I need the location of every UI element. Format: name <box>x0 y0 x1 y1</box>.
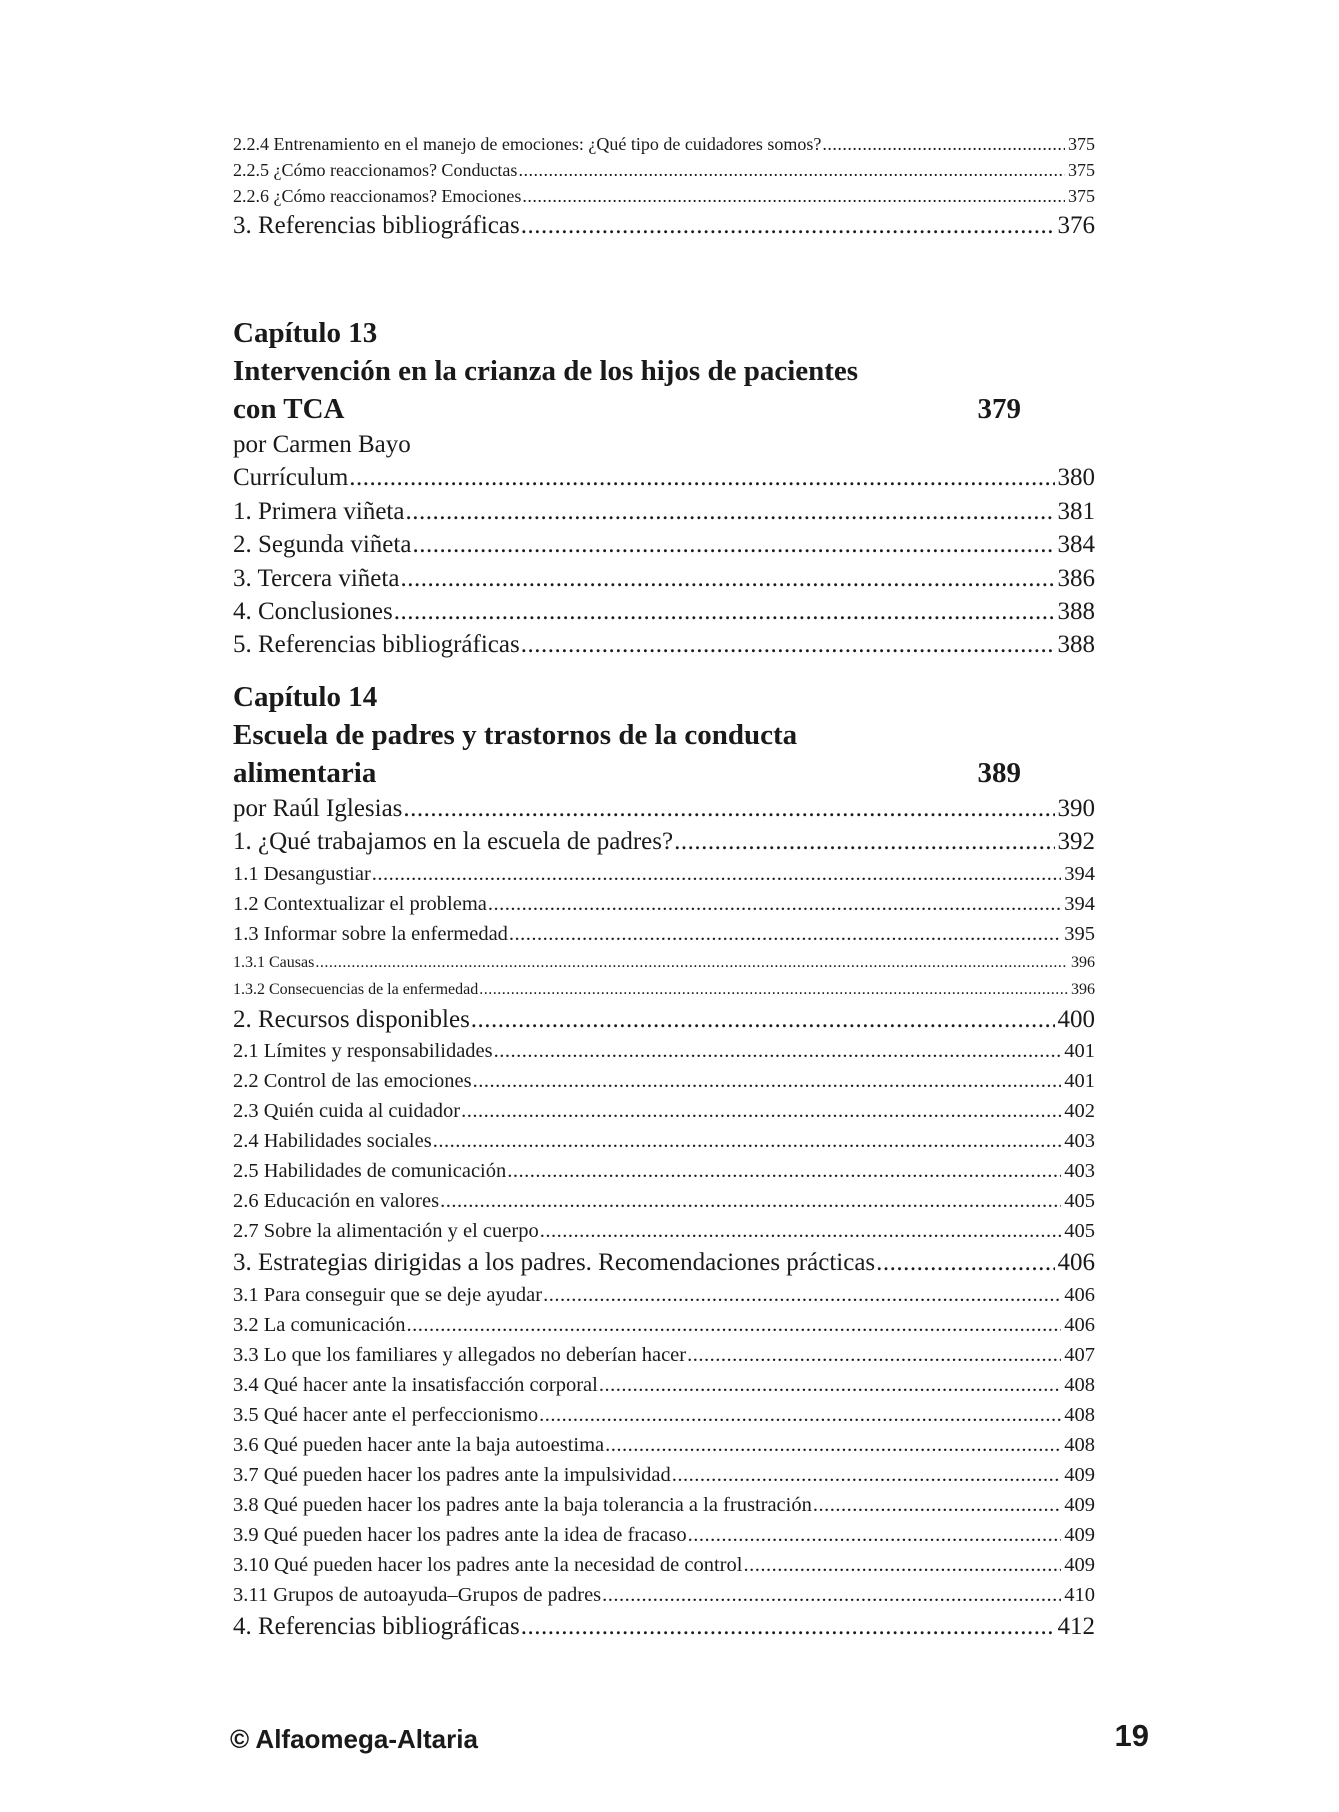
leader-dots <box>400 562 1054 595</box>
toc-entry-page: 409 <box>1064 1553 1095 1576</box>
toc-entry <box>233 595 1095 628</box>
toc-entry-page: 403 <box>1064 1130 1095 1153</box>
chapter-title-line1: Intervención en la crianza de los hijos de pacientes <box>233 355 859 387</box>
leader-dots <box>674 825 1054 858</box>
toc-entry <box>233 889 1095 919</box>
toc-entry <box>233 1310 1095 1340</box>
chapter-label: Capítulo 14 <box>233 681 378 713</box>
toc-entry-title: 3. Referencias bibliográficas <box>233 212 520 239</box>
toc-entry <box>233 209 1095 242</box>
chapter-page: 379 <box>977 393 1021 425</box>
leader-dots <box>507 1156 1061 1186</box>
chapter-title-line2 <box>233 390 1021 428</box>
leader-dots <box>433 1126 1062 1156</box>
leader-dots <box>479 976 1068 1003</box>
leader-dots <box>539 1400 1061 1430</box>
toc-entry-page: 400 <box>1057 1005 1095 1033</box>
toc-entry <box>233 1186 1095 1216</box>
toc-entry-page: 402 <box>1064 1100 1095 1123</box>
toc-entry-title: 3.3 Lo que los familiares y allegados no deberían hacer <box>233 1343 687 1366</box>
toc-entry-title: 2.2.6 ¿Cómo reaccionamos? Emociones <box>233 186 522 206</box>
toc-entry-page: 381 <box>1057 497 1095 525</box>
leader-dots <box>471 1003 1055 1036</box>
leader-dots <box>509 919 1061 949</box>
toc-entry-page: 409 <box>1064 1463 1095 1486</box>
leader-dots <box>813 1490 1061 1520</box>
toc-entry-page: 412 <box>1057 1612 1095 1640</box>
toc-entry <box>233 1036 1095 1066</box>
toc-entry <box>233 1280 1095 1310</box>
toc-entry <box>233 976 1095 1003</box>
toc-entry <box>233 1490 1095 1520</box>
toc-entry <box>233 131 1095 157</box>
leader-dots <box>473 1066 1062 1096</box>
toc-entry-title: 5. Referencias bibliográficas <box>233 631 520 659</box>
toc-entry-title: 2.1 Límites y responsabilidades <box>233 1040 493 1063</box>
toc-entry <box>233 461 1095 494</box>
toc-entry-page: 408 <box>1064 1403 1095 1426</box>
toc-entry-title: 1.1 Desangustiar <box>233 862 371 885</box>
toc-entry-title: 3.6 Qué pueden hacer ante la baja autoestima <box>233 1433 605 1456</box>
toc-entry <box>233 919 1095 949</box>
toc-entry-page: 392 <box>1057 828 1095 856</box>
toc-entry-title: Currículum <box>233 464 349 492</box>
toc-entry-page: 403 <box>1064 1160 1095 1183</box>
toc-entry-title: 1. Primera viñeta <box>233 497 405 525</box>
chapter-author: por Carmen Bayo <box>233 431 411 458</box>
chapter-14-entries <box>233 792 1095 1643</box>
toc-entry-title: 1.3.1 Causas <box>233 953 315 971</box>
chapter-13-entries <box>233 461 1095 661</box>
toc-entry-page: 388 <box>1057 598 1095 626</box>
toc-entry-title: 1.2 Contextualizar el problema <box>233 892 487 915</box>
toc-entry-title: 2. Segunda viñeta <box>233 531 412 559</box>
toc-entry <box>233 1003 1095 1036</box>
chapter-13 <box>233 314 1095 662</box>
leader-dots <box>372 859 1061 889</box>
leader-dots <box>406 1310 1061 1340</box>
toc-entry-page: 375 <box>1068 160 1095 180</box>
toc-entry-page: 407 <box>1064 1343 1095 1366</box>
toc-entry-page: 405 <box>1064 1190 1095 1213</box>
toc-entry <box>233 1216 1095 1246</box>
toc-entry-title: 3.10 Qué pueden hacer los padres ante la necesidad de control <box>233 1553 743 1576</box>
toc-entry-page: 375 <box>1068 134 1095 154</box>
leader-dots <box>672 1460 1061 1490</box>
leader-dots <box>394 595 1055 628</box>
toc-entry <box>233 1156 1095 1186</box>
toc-entry <box>233 1580 1095 1610</box>
toc-entry <box>233 1550 1095 1580</box>
toc-entry <box>233 562 1095 595</box>
leader-dots <box>540 1216 1062 1246</box>
toc-entry-title: 2.2 Control de las emociones <box>233 1070 472 1093</box>
leader-dots <box>315 949 1068 976</box>
toc-entry-title: 1. ¿Qué trabajamos en la escuela de padres? <box>233 828 674 856</box>
toc-entry-page: 406 <box>1064 1313 1095 1336</box>
chapter-14 <box>233 678 1095 1643</box>
toc-entry-page: 375 <box>1068 186 1095 206</box>
toc-entry-page: 388 <box>1057 631 1095 659</box>
toc-entry-title: 2.6 Educación en valores <box>233 1190 440 1213</box>
toc-entry-title: 3.5 Qué hacer ante el perfeccionismo <box>233 1403 539 1426</box>
toc-entry <box>233 825 1095 858</box>
toc-entry-page: 384 <box>1057 531 1095 559</box>
toc-entry-title: 4. Conclusiones <box>233 598 393 626</box>
toc-entry-page: 396 <box>1071 980 1095 998</box>
page-number: 19 <box>1114 1718 1149 1753</box>
chapter-title-line2 <box>233 754 1021 792</box>
toc-entry-page: 394 <box>1064 892 1095 915</box>
chapter-label: Capítulo 13 <box>233 317 378 349</box>
toc-entry-title: 3.9 Qué pueden hacer los padres ante la idea de fracaso <box>233 1523 687 1546</box>
toc-entry <box>233 1126 1095 1156</box>
leader-dots <box>440 1186 1061 1216</box>
leader-dots <box>403 792 1054 825</box>
toc-entry <box>233 528 1095 561</box>
leader-dots <box>494 1036 1062 1066</box>
leader-dots <box>599 1370 1061 1400</box>
copyright-footer: © Alfaomega-Altaria <box>230 1724 478 1754</box>
leader-dots <box>822 131 1065 157</box>
toc-entry-title: por Raúl Iglesias <box>233 795 403 822</box>
leader-dots <box>412 528 1054 561</box>
leader-dots <box>522 183 1065 209</box>
toc-entry-page: 401 <box>1064 1040 1095 1063</box>
toc-entry-title: 3.8 Qué pueden hacer los padres ante la baja tolerancia a la frustración <box>233 1493 812 1516</box>
chapter-title-text: con TCA <box>233 393 345 425</box>
toc-entry <box>233 1340 1095 1370</box>
toc-entry-page: 376 <box>1057 212 1095 239</box>
toc-entry-title: 3.1 Para conseguir que se deje ayudar <box>233 1283 543 1306</box>
leader-dots <box>461 1096 1061 1126</box>
toc-entry-title: 2.4 Habilidades sociales <box>233 1130 432 1153</box>
leader-dots <box>876 1246 1054 1279</box>
toc-entry-page: 390 <box>1057 795 1095 822</box>
toc-entry <box>233 1520 1095 1550</box>
toc-entry-title: 3.11 Grupos de autoayuda–Grupos de padres <box>233 1583 602 1606</box>
toc-entry <box>233 628 1095 661</box>
toc-entry <box>233 792 1095 825</box>
toc-entry-page: 401 <box>1064 1070 1095 1093</box>
leader-dots <box>743 1550 1061 1580</box>
toc-entry-page: 410 <box>1064 1583 1095 1606</box>
toc-entry-title: 1.3 Informar sobre la enfermedad <box>233 922 508 945</box>
toc-entry <box>233 1096 1095 1126</box>
toc-entry-title: 3.2 La comunicación <box>233 1313 406 1336</box>
leader-dots <box>602 1580 1061 1610</box>
leader-dots <box>521 209 1055 242</box>
toc-entry <box>233 183 1095 209</box>
leader-dots <box>349 461 1054 494</box>
toc-entry-title: 2.2.5 ¿Cómo reaccionamos? Conductas <box>233 160 518 180</box>
toc-entry-page: 395 <box>1064 922 1095 945</box>
toc-entry <box>233 1610 1095 1643</box>
leader-dots <box>688 1520 1062 1550</box>
toc-entry-title: 3. Estrategias dirigidas a los padres. Recomendaciones prácticas <box>233 1249 876 1277</box>
toc-entry <box>233 859 1095 889</box>
toc-entry-page: 394 <box>1064 862 1095 885</box>
toc-entry-page: 408 <box>1064 1433 1095 1456</box>
leader-dots <box>488 889 1061 919</box>
leader-dots <box>687 1340 1061 1370</box>
toc-entry <box>233 495 1095 528</box>
toc-entry-page: 380 <box>1057 464 1095 492</box>
leader-dots <box>521 1610 1055 1643</box>
toc-entry-page: 406 <box>1064 1283 1095 1306</box>
toc-entry <box>233 1066 1095 1096</box>
toc-entry-title: 2.3 Quién cuida al cuidador <box>233 1100 461 1123</box>
toc-entry <box>233 949 1095 976</box>
toc-entry-title: 4. Referencias bibliográficas <box>233 1612 520 1640</box>
toc-entry <box>233 1400 1095 1430</box>
toc-entry-title: 2. Recursos disponibles <box>233 1005 470 1033</box>
toc-top-entries <box>233 131 1095 242</box>
leader-dots <box>605 1430 1061 1460</box>
toc-entry-page: 386 <box>1057 564 1095 592</box>
toc-entry-title: 3. Tercera viñeta <box>233 564 400 592</box>
toc-entry-title: 1.3.2 Consecuencias de la enfermedad <box>233 980 479 998</box>
toc-entry-page: 396 <box>1071 953 1095 971</box>
toc-entry-title: 2.7 Sobre la alimentación y el cuerpo <box>233 1220 539 1243</box>
toc-entry-title: 2.2.4 Entrenamiento en el manejo de emociones: ¿Qué tipo de cuidadores somos? <box>233 134 822 154</box>
toc-entry <box>233 1370 1095 1400</box>
toc-entry-title: 3.7 Qué pueden hacer los padres ante la impulsividad <box>233 1463 671 1486</box>
toc-entry-page: 409 <box>1064 1493 1095 1516</box>
toc-entry-page: 406 <box>1057 1249 1095 1277</box>
toc-entry-page: 409 <box>1064 1523 1095 1546</box>
toc-entry-page: 405 <box>1064 1220 1095 1243</box>
toc-entry-page: 408 <box>1064 1373 1095 1396</box>
toc-entry-title: 3.4 Qué hacer ante la insatisfacción corporal <box>233 1373 598 1396</box>
leader-dots <box>543 1280 1061 1310</box>
toc-entry <box>233 1460 1095 1490</box>
chapter-title-text: alimentaria <box>233 757 377 789</box>
toc-entry <box>233 1430 1095 1460</box>
toc-entry <box>233 1246 1095 1279</box>
chapter-title-line1: Escuela de padres y trastornos de la conducta <box>233 719 798 751</box>
toc-entry <box>233 157 1095 183</box>
leader-dots <box>521 628 1055 661</box>
leader-dots <box>518 157 1065 183</box>
chapter-page: 389 <box>977 757 1021 789</box>
toc-entry-title: 2.5 Habilidades de comunicación <box>233 1160 507 1183</box>
leader-dots <box>405 495 1054 528</box>
